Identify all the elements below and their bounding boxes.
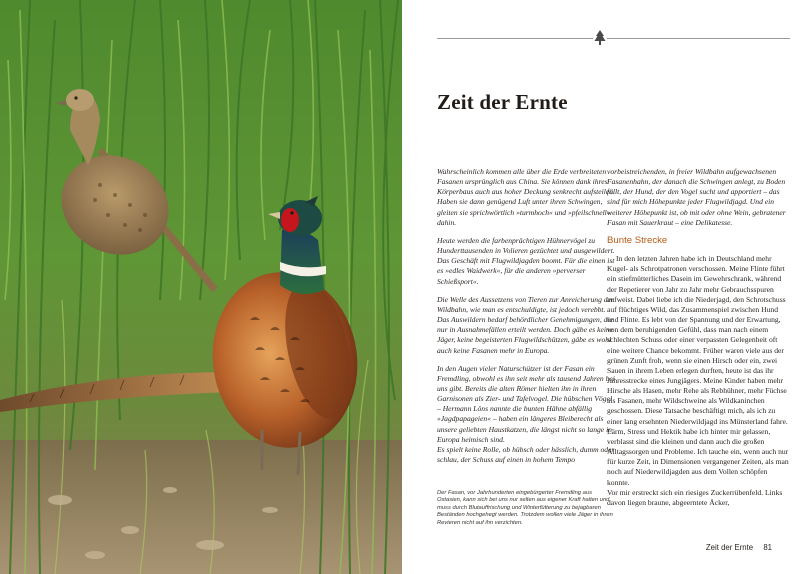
intro-paragraph: Heute werden die farbenprächtigen Hühnervögel zu Hunderttausenden in Volieren gezüchtet und ausgewildert. Das Geschäft mit Flugwildjagden boomt. Für die einen ist es »edles Waidwerk«, für die anderen »perverser Schießsport«. xyxy=(437,235,615,286)
body-paragraph: In den letzten Jahren habe ich in Deutschland mehr Kugel- als Schrotpatronen verschossen. Meine Flinte führt ein stiefmütterliches Dasein im Gewehrschrank, während der Repetierer von Jahr zu Jahr mehr Gebrauchsspuren aufweist. Dabei liebe ich die Niederjagd, den Schrotschuss auf flüchtiges Wild, das Zusammenspiel zwischen Hund und Flinte. Es lebt von der Spannung und der Erwartung, von dem beruhigenden Gefühl, dass man nach einem schlechten Schuss oder einer verpassten Gelegenheit oft eine weitere Chance bekommt. Früher waren viele aus der grünen Zunft froh, wenn sie einen Hirsch oder ein, zwei Sauen in ihrem Leben erlegen durften, heute ist das ihr Jahresstrecke eines Jungjägers. Meine Kinder haben mehr Hirsche als Hasen, mehr Rehe als Rebhühner, mehr Füchse als Fasanen, mehr Wildschweine als Wildkaninchen geschossen. Diese Tatsache beschäftigt mich, als ich zu einer lang ersehnten Niederwildjagd ins Münsterland fahre. xyxy=(607,254,788,426)
section-heading: Bunte Strecke xyxy=(607,234,668,246)
running-title: Zeit der Ernte xyxy=(705,543,754,552)
intro-column xyxy=(437,167,617,465)
intro-paragraph: Die Welle des Aussetzens von Tieren zur Anreicherung der Wildbahn, wie man es entschuldigte, ist jedoch verebbt. Das Auswildern bedarf behördlicher Genehmigungen, die nur in Ausnahmefällen erteilt werden. Doch gäbe es keine Jäger, keine begeisterten Flugwildschützen, gäbe es wohl auch keine Fasanen mehr in Europa. xyxy=(437,294,614,355)
intro-paragraph: Wahrscheinlich kommen alle über die Erde verbreiteten Fasanen ursprünglich aus China. Sie können dank ihres Körperbaus auch aus hoher Deckung senkrecht aufsteilen. Haben sie dann genügend Luft unter ihren Schwingen, gleiten sie sprichwörtlich »turmhoch« und »pfeilschnell« dahin. xyxy=(437,167,615,227)
photo-caption: Der Fasan, vor Jahrhunderten eingebürgerter Fremdling aus Ostasien, kann sich bei uns nur selten aus eigener Kraft halten und muss durch Blutauffrischung und Winterfütterung zu bejagbaren Beständen hochgehegt werden. Trotzdem wollen viele Jäger in ihren Revieren nicht auf ihn verzichten. xyxy=(437,490,613,526)
body-paragraph: Vor mir erstreckt sich ein riesiges Zuckerrübenfeld. Links davon liegen braune, abgeerntete Äcker, xyxy=(607,487,783,507)
intro-paragraph: In den Augen vieler Naturschützer ist der Fasan ein Fremdling, obwohl es ihn seit mehr als tausend Jahren bei uns gibt. Bereits die alten Römer hielten ihn in ihren Garnisonen als Zier- und Tafelvogel. Die hübschen Vögel – Hermann Löns nannte die bunten Hähne abfällig »Jagdpapageien« – haben ein längeres Bleiberecht als unsere geliebten Haustkatzen, die längst nicht so lange in Europa heimisch sind. xyxy=(437,363,615,444)
chapter-title: Zeit der Ernte xyxy=(437,90,568,114)
intro-paragraph: Es spielt keine Rolle, ob hübsch oder hässlich, dumm oder schlau, der Schuss auf einen in hohem Tempo xyxy=(437,444,615,465)
header-rule xyxy=(437,38,790,39)
page-number: 81 xyxy=(763,543,772,552)
page-footer xyxy=(706,543,772,552)
fir-tree-icon xyxy=(593,29,607,47)
intro-continuation: vorbeistreichenden, in freier Wildbahn aufgewachsenen Fasanenhahn, der danach die Schwingen anlegt, zu Boden fällt, der Hund, der den Vogel sucht und apportiert – das sind für mich Höhepunkte jeder Flugwildjagd. Und ein weiterer Höhepunkt ist, ob mit oder ohne Wein, gebratener Fasan mit Sauerkraut – eine Delikatesse. xyxy=(607,167,786,227)
body-paragraph: Lärm, Stress und Hektik habe ich hinter mir gelassen, verblasst sind die kleinen und dann auch die großen Alltagssorgen und Probleme. Ich tauche ein, wenn auch nur für kurze Zeit, in Dimensionen vergangener Zeiten, als man noch auf Niederwildjagden aus dem Vollen schöpfen konnte. xyxy=(607,426,789,487)
body-column xyxy=(607,167,791,508)
